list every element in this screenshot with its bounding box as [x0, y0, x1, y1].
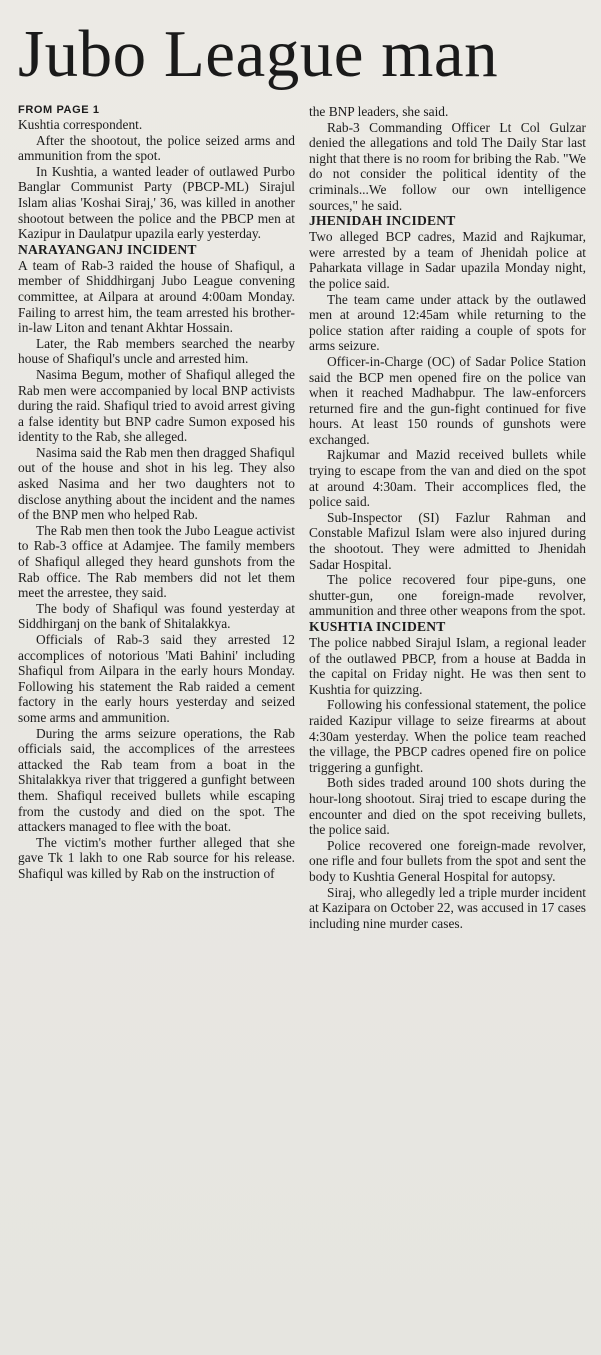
paragraph: Siraj, who allegedly led a triple murder incident at Kazipara on October 22, was accused in 17 cases including nine murder cases.	[309, 884, 586, 931]
paragraph: The police recovered four pipe-guns, one shutter-gun, one foreign-made revolver, ammunition and three other weapons from the spot.	[309, 572, 586, 619]
from-page-label: FROM PAGE 1	[18, 104, 100, 116]
paragraph: After the shootout, the police seized arms and ammunition from the spot.	[18, 132, 295, 164]
paragraph: Both sides traded around 100 shots during the hour-long shootout. Siraj tried to escape during the encounter and died on the spot receiving bullets, the police said.	[309, 775, 586, 838]
paragraph: During the arms seizure operations, the Rab officials said, the accomplices of the arrestees attacked the Rab team from a boat in the Shitalakkya river that triggered a gunfight between them. Shafiqul received bullets while escaping from the custody and died on the spot. The attackers managed to flee with the boat.	[18, 725, 295, 835]
paragraph: Following his confessional statement, the police raided Kazipur village to seize firearms at about 4:30am yesterday. When the police team reached the village, the PBCP cadres opened fire on police triggering a gunfight.	[309, 697, 586, 775]
paragraph: Two alleged BCP cadres, Mazid and Rajkumar, were arrested by a team of Jhenidah police at Paharkata village in Sadar upazila Monday night, the police said.	[309, 229, 586, 291]
paragraph: Nasima said the Rab men then dragged Shafiqul out of the house and shot in his leg. They also asked Nasima and her two daughters not to disclose anything about the incident and the names of the BNP men who helped Rab.	[18, 444, 295, 523]
paragraph: The team came under attack by the outlawed men at around 12:45am while returning to the police station after raiding a couple of spots for arms seizure.	[309, 291, 586, 354]
paragraph: In Kushtia, a wanted leader of outlawed Purbo Banglar Communist Party (PBCP-ML) Sirajul Islam alias 'Koshai Siraj,' 36, was killed in another shootout between the police and the PBCP men at Kazipur in Daulatpur upazila early yesterday.	[18, 163, 295, 242]
paragraph: The victim's mother further alleged that she gave Tk 1 lakh to one Rab source for his release. Shafiqul was killed by Rab on the instruction of	[18, 834, 295, 881]
right-column	[309, 104, 586, 931]
paragraph: Rab-3 Commanding Officer Lt Col Gulzar denied the allegations and told The Daily Star last night that there is no room for bribing the Rab. "We do not consider the political identity of the criminals...We follow our own intelligence sources," he said.	[309, 119, 586, 213]
paragraph: Officer-in-Charge (OC) of Sadar Police Station said the BCP men opened fire on the police van when it reached Madhabpur. The law-enforcers returned fire and the gun-fight continued for five hours. At least 150 rounds of gunshots were exchanged.	[309, 353, 586, 447]
paragraph: Sub-Inspector (SI) Fazlur Rahman and Constable Mafizul Islam were also injured during the shootout. They were admitted to Jhenidah Sadar Hospital.	[309, 509, 586, 572]
headline: Jubo League man	[18, 17, 499, 91]
paragraph: The police nabbed Sirajul Islam, a regional leader of the outlawed PBCP, from a house at Badda in the capital on Friday night. He was then sent to Kushtia for quizzing.	[309, 635, 586, 697]
paragraph: Later, the Rab members searched the nearby house of Shafiqul's uncle and arrested him.	[18, 335, 295, 367]
paragraph: Officials of Rab-3 said they arrested 12 accomplices of notorious 'Mati Bahini' including Shafiqul from Ailpara in the early hours Monday. Following his statement the Rab raided a cement factory in the early hours yesterday and seized some arms and ammunition.	[18, 632, 295, 725]
section-subhead: NARAYANGANJ INCIDENT	[18, 241, 197, 257]
section-subhead: JHENIDAH INCIDENT	[309, 213, 456, 229]
left-column	[18, 104, 295, 931]
paragraph: The body of Shafiqul was found yesterday at Siddhirganj on the bank of Shitalakkya.	[18, 600, 295, 632]
paragraph: A team of Rab-3 raided the house of Shafiqul, a member of Shiddhirganj Jubo League convening committee, at Ailpara at around 4:00am Monday. Failing to arrest him, the team arrested his brother-in-law Liton and tenant Akhtar Hossain.	[18, 257, 295, 336]
paragraph: The Rab men then took the Jubo League activist to Rab-3 office at Adamjee. The family members of Shafiqul alleged they heard gunshots from the Rab office. The Rab members did not let them meet the arrestee, they said.	[18, 522, 295, 601]
article-body	[18, 104, 587, 931]
paragraph: Police recovered one foreign-made revolver, one rifle and four bullets from the spot and sent the body to Kushtia General Hospital for autopsy.	[309, 837, 586, 884]
paragraph: Rajkumar and Mazid received bullets while trying to escape from the van and died on the spot at around 4:30am. Their accomplices fled, the police said.	[309, 447, 586, 510]
paragraph: Kushtia correspondent.	[18, 117, 143, 132]
section-subhead: KUSHTIA INCIDENT	[309, 619, 446, 634]
paragraph: Nasima Begum, mother of Shafiqul alleged the Rab men were accompanied by local BNP activists during the raid. Shafiqul tried to avoid arrest giving a false identity but BNP cadre Sumon exposed his identity to the Rab, she alleged.	[18, 366, 295, 445]
paragraph: the BNP leaders, she said.	[309, 104, 449, 119]
